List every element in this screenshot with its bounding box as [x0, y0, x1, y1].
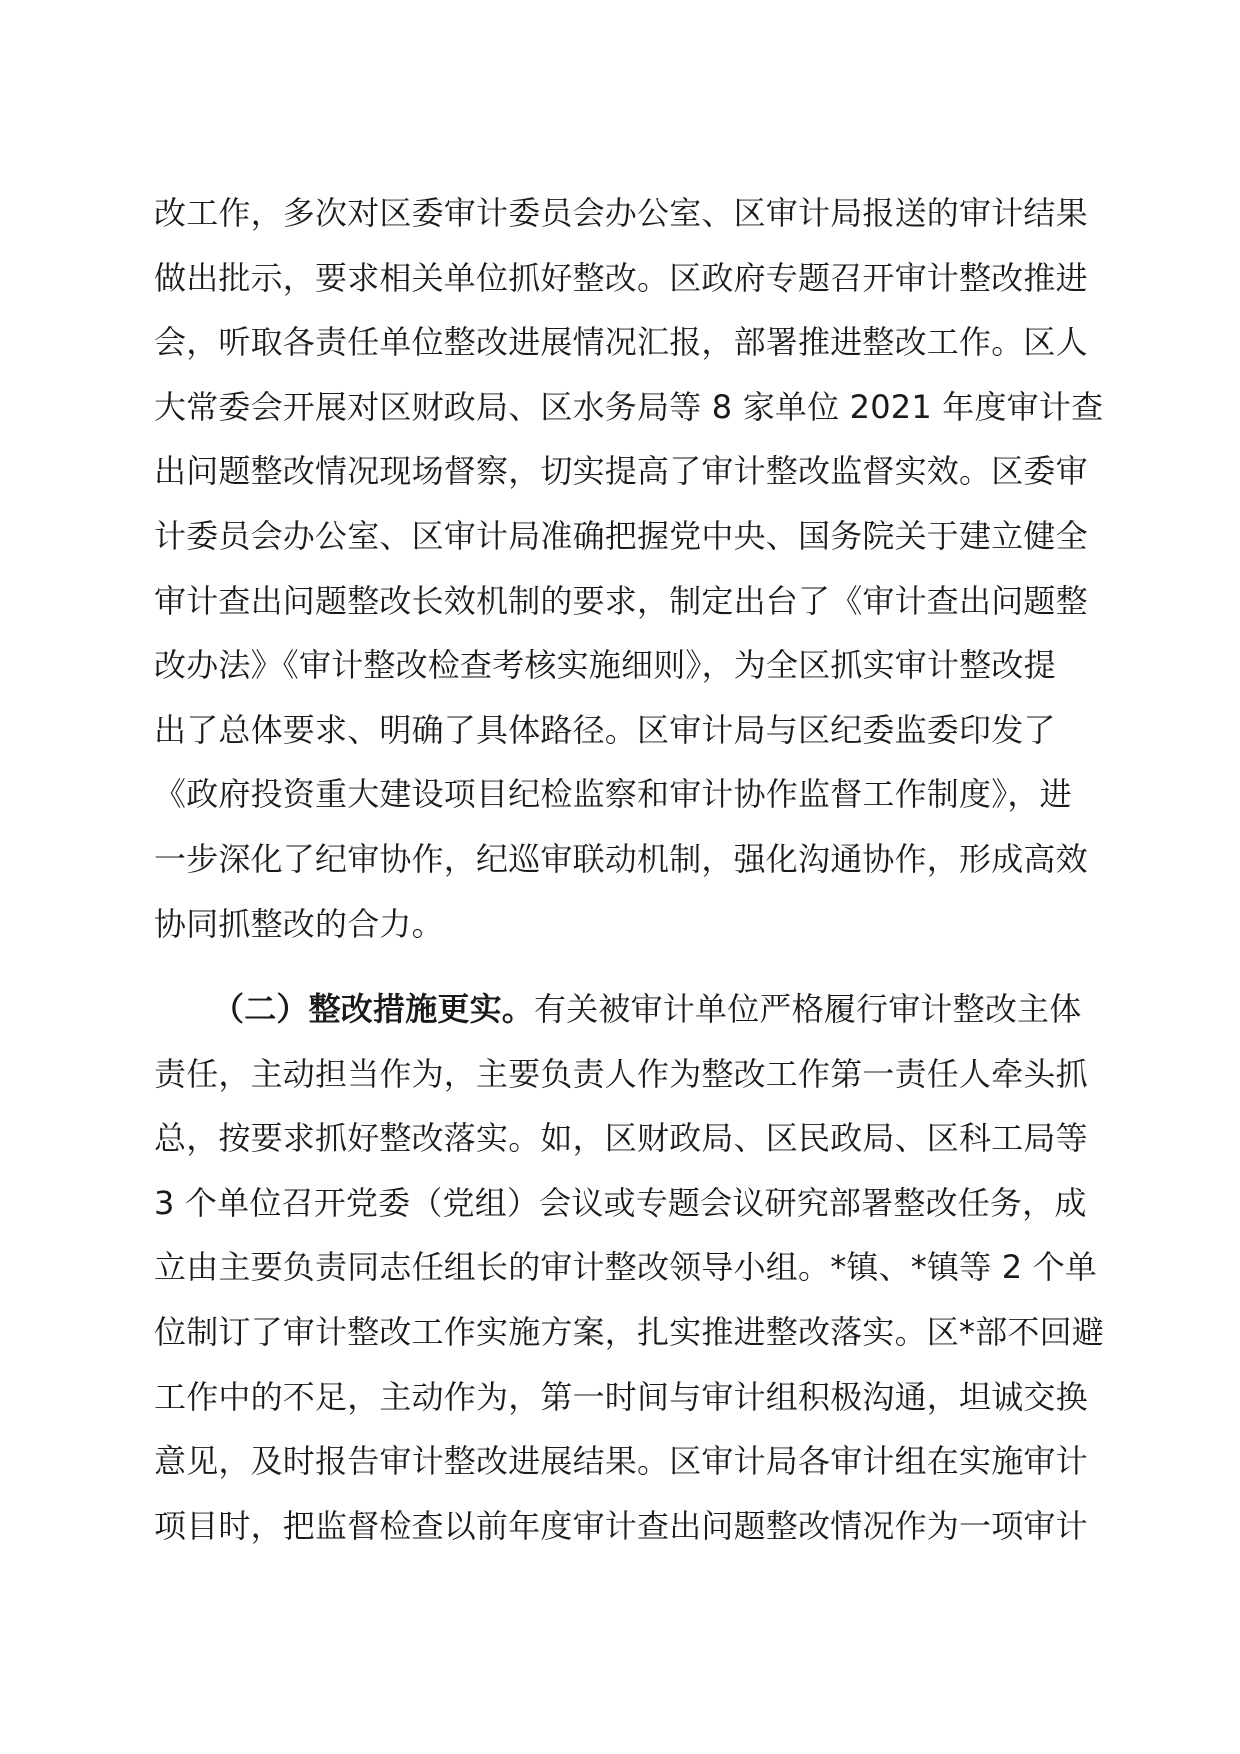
paragraph-line: 改工作，多次对区委审计委员会办公室、区审计局报送的审计结果: [154, 194, 1088, 232]
paragraph-line: 位制订了审计整改工作实施方案，扎实推进整改落实。区*部不回避: [154, 1312, 1105, 1351]
paragraph-line: 《政府投资重大建设项目纪检监察和审计协作监督工作制度》，进: [154, 775, 1072, 814]
paragraph-line: 出问题整改情况现场督察，切实提高了审计整改监督实效。区委审: [154, 452, 1088, 491]
paragraph-line: 3 个单位召开党委（党组）会议或专题会议研究部署整改任务，成: [154, 1183, 1087, 1222]
paragraph-first-line: [154, 977, 1094, 1042]
paragraph-line: 出了总体要求、明确了具体路径。区审计局与区纪委监委印发了: [154, 710, 1056, 749]
section-heading: （二）整改措施更实。: [212, 990, 535, 1028]
paragraph-line: 做出批示，要求相关单位抓好整改。区政府专题召开审计整改推进: [154, 258, 1088, 297]
paragraph-line: 审计查出问题整改长效机制的要求，制定出台了《审计查出问题整: [154, 581, 1088, 620]
paragraph-line: 大常委会开展对区财政局、区水务局等 8 家单位 2021 年度审计查: [154, 387, 1104, 426]
paragraph-line: 一步深化了纪审协作，纪巡审联动机制，强化沟通协作，形成高效: [154, 839, 1088, 878]
paragraph-line: 协同抓整改的合力。: [154, 904, 444, 943]
paragraph-line: 改办法》《审计整改检查考核实施细则》，为全区抓实审计整改提: [154, 646, 1056, 685]
paragraph-2: [154, 977, 1105, 1558]
paragraph-1: [154, 181, 1104, 956]
paragraph-line: 意见，及时报告审计整改进展结果。区审计局各审计组在实施审计: [154, 1442, 1088, 1481]
paragraph-line: 项目时，把监督检查以前年度审计查出问题整改情况作为一项审计: [154, 1506, 1088, 1545]
paragraph-line: 责任，主动担当作为，主要负责人作为整改工作第一责任人牵头抓: [154, 1054, 1088, 1093]
paragraph-line-text: 有关被审计单位严格履行审计整改主体: [534, 990, 1082, 1028]
paragraph-line: 计委员会办公室、区审计局准确把握党中央、国务院关于建立健全: [154, 516, 1088, 555]
paragraph-line: 立由主要负责同志任组长的审计整改领导小组。*镇、*镇等 2 个单: [154, 1248, 1098, 1287]
paragraph-line: 会，听取各责任单位整改进展情况汇报，部署推进整改工作。区人: [154, 323, 1088, 362]
paragraph-line: 工作中的不足，主动作为，第一时间与审计组积极沟通，坦诚交换: [154, 1377, 1088, 1416]
paragraph-line: 总，按要求抓好整改落实。如，区财政局、区民政局、区科工局等: [154, 1119, 1088, 1158]
